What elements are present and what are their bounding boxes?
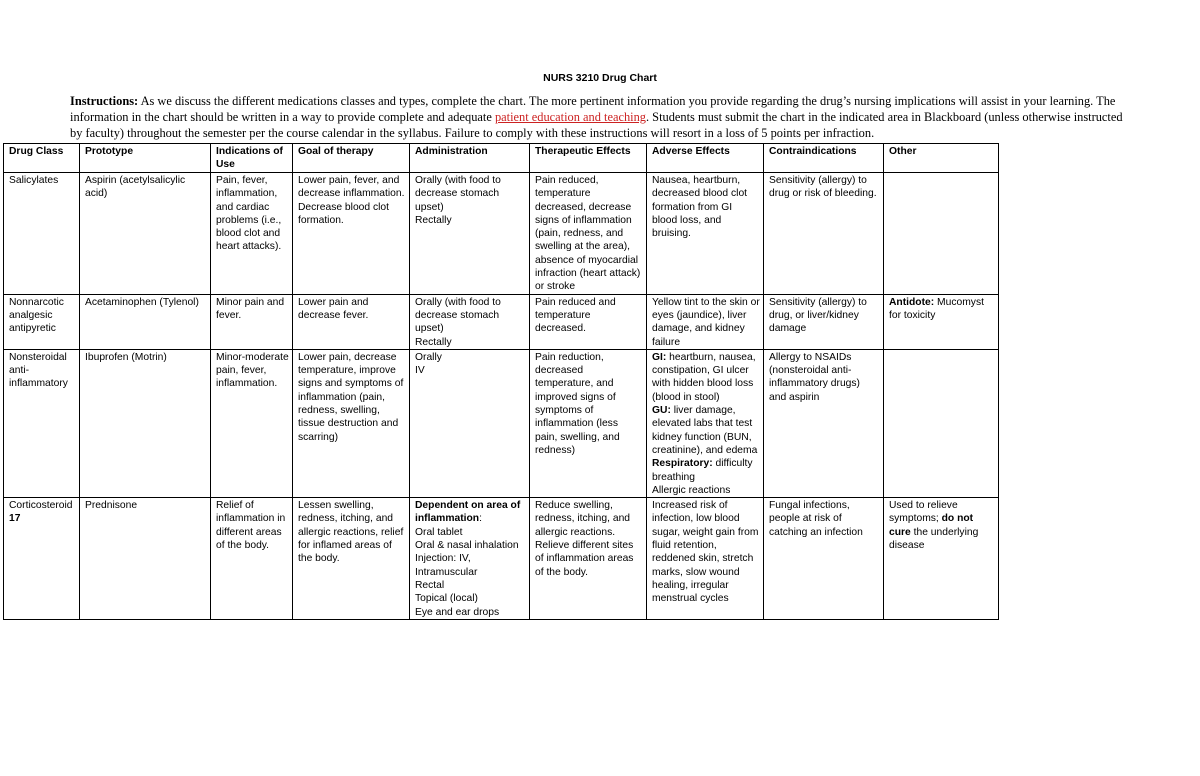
instructions-text-2: . Students must submit the chart in the indicated area in Blackboard (unless otherwise instructed by faculty) throughout the semester per the course calendar in the syllabus. Failure to comply with these instructions will resort in a loss of 5 points per infraction.	[70, 110, 1123, 140]
patient-education-link[interactable]: patient education and teaching	[494, 110, 646, 124]
cell-other	[884, 173, 999, 295]
header-drug-class: Drug Class	[4, 144, 80, 173]
administration-item: Rectally	[415, 336, 452, 348]
administration-item: Oral tablet	[415, 526, 463, 538]
adverse-respiratory	[652, 457, 760, 484]
adverse-allergic: Allergic reactions	[652, 484, 731, 496]
adverse-gi-label: GI:	[652, 351, 667, 363]
page-title: NURS 3210 Drug Chart	[543, 72, 657, 84]
cell-adverse-effects: Yellow tint to the skin or eyes (jaundice), liver damage, and kidney failure	[647, 294, 764, 349]
cell-other	[884, 349, 999, 497]
other-text-bold: do not cure	[889, 513, 974, 538]
cell-goal: Lower pain, fever, and decrease inflammation. Decrease blood clot formation.	[293, 173, 410, 295]
header-contraindications: Contraindications	[764, 144, 884, 173]
cell-adverse-effects: Increased risk of infection, low blood sugar, weight gain from fluid retention, reddened skin, stretch marks, slow wound healing, irregular menstrual cycles	[647, 498, 764, 620]
administration-item: Orally (with food to decrease stomach upset)	[415, 175, 501, 213]
administration-heading-colon: :	[479, 513, 482, 525]
adverse-gu-text: liver damage, elevated labs that test kidney function (BUN, creatinine), and edema	[652, 405, 758, 456]
cell-indications: Minor-moderate pain, fever, inflammation.	[211, 349, 293, 497]
adverse-gi-text: heartburn, nausea, constipation, GI ulcer with hidden blood loss (blood in stool)	[652, 351, 756, 403]
cell-administration	[410, 498, 530, 620]
cell-drug-class	[4, 498, 80, 620]
drug-chart-table	[3, 143, 999, 620]
cell-drug-class: Nonnarcotic analgesic antipyretic	[4, 294, 80, 349]
cell-adverse-effects: Nausea, heartburn, decreased blood clot formation from GI blood loss, and bruising.	[647, 173, 764, 295]
cell-therapeutic-effects: Reduce swelling, redness, itching, and allergic reactions. Relieve different sites of inflammation areas of the body.	[530, 498, 647, 620]
cell-adverse-effects	[647, 349, 764, 497]
other-text-post: the underlying disease	[889, 526, 979, 552]
cell-goal: Lessen swelling, redness, itching, and allergic reactions, relief for inflamed areas of the body.	[293, 498, 410, 620]
cell-drug-class: Salicylates	[4, 173, 80, 295]
instructions-paragraph	[70, 93, 1138, 141]
cell-goal: Lower pain, decrease temperature, improve signs and symptoms of inflammation (pain, redness, swelling, tissue destruction and scarring)	[293, 349, 410, 497]
administration-item: Orally	[415, 351, 442, 363]
cell-contraindications: Fungal infections, people at risk of catching an infection	[764, 498, 884, 620]
cell-prototype: Ibuprofen (Motrin)	[80, 349, 211, 497]
administration-item: Rectal	[415, 579, 445, 591]
cell-therapeutic-effects: Pain reduced, temperature decreased, decrease signs of inflammation (pain, redness, and swelling at the area), absence of myocardial infraction (heart attack) or stroke	[530, 173, 647, 295]
administration-heading-text: Dependent on area of inflammation	[415, 500, 521, 525]
cell-therapeutic-effects: Pain reduced and temperature decreased.	[530, 294, 647, 349]
cell-therapeutic-effects: Pain reduction, decreased temperature, and improved signs of symptoms of inflammation (less pain, swelling, and redness)	[530, 349, 647, 497]
administration-item: Eye and ear drops	[415, 606, 500, 618]
instructions-text-1: As we discuss the different medications classes and types, complete the chart. The more pertinent information you provide regarding the drug’s nursing implications will assist in your learning. The information in the chart should be written in a way to provide complete and adequate	[70, 94, 1116, 124]
cell-prototype: Prednisone	[80, 498, 211, 620]
header-other: Other	[884, 144, 999, 173]
drug-class-number: 17	[9, 513, 21, 525]
adverse-resp-text: difficulty breathing	[652, 458, 753, 483]
administration-item: Oral & nasal inhalation	[415, 540, 519, 552]
header-adverse-effects: Adverse Effects	[647, 144, 764, 173]
header-administration: Administration	[410, 144, 530, 173]
antidote-text: Mucomyst for toxicity	[889, 296, 984, 321]
cell-administration	[410, 349, 530, 497]
administration-heading	[415, 499, 526, 526]
adverse-gu-label: GU:	[652, 405, 671, 417]
adverse-gu	[652, 404, 760, 457]
cell-prototype: Acetaminophen (Tylenol)	[80, 294, 211, 349]
antidote-label: Antidote:	[889, 296, 935, 308]
table-row	[4, 173, 999, 295]
cell-administration	[410, 173, 530, 295]
header-indications: Indications of Use	[211, 144, 293, 173]
cell-contraindications: Allergy to NSAIDs (nonsteroidal anti-inflammatory drugs) and aspirin	[764, 349, 884, 497]
instructions-lead: Instructions:	[70, 94, 139, 108]
cell-administration	[410, 294, 530, 349]
cell-other	[884, 498, 999, 620]
table-row	[4, 498, 999, 620]
header-prototype: Prototype	[80, 144, 211, 173]
administration-item: IV	[415, 365, 425, 377]
drug-class-text: Corticosteroid	[9, 500, 73, 512]
table-header-row	[4, 144, 999, 173]
administration-item: Rectally	[415, 214, 452, 226]
cell-goal: Lower pain and decrease fever.	[293, 294, 410, 349]
cell-prototype: Aspirin (acetylsalicylic acid)	[80, 173, 211, 295]
cell-contraindications: Sensitivity (allergy) to drug or risk of bleeding.	[764, 173, 884, 295]
adverse-resp-label: Respiratory:	[652, 458, 713, 470]
cell-indications: Pain, fever, inflammation, and cardiac problems (i.e., blood clot and heart attacks).	[211, 173, 293, 295]
table-row	[4, 294, 999, 349]
administration-item: Injection: IV, Intramuscular	[415, 553, 478, 578]
cell-drug-class: Nonsteroidal anti-inflammatory	[4, 349, 80, 497]
header-goal: Goal of therapy	[293, 144, 410, 173]
administration-item: Topical (local)	[415, 593, 478, 605]
administration-item: Orally (with food to decrease stomach upset)	[415, 296, 501, 335]
table-row	[4, 349, 999, 497]
cell-contraindications: Sensitivity (allergy) to drug, or liver/kidney damage	[764, 294, 884, 349]
other-text-pre: Used to relieve symptoms;	[889, 500, 958, 525]
header-therapeutic-effects: Therapeutic Effects	[530, 144, 647, 173]
adverse-gi	[652, 351, 760, 404]
cell-indications: Minor pain and fever.	[211, 294, 293, 349]
cell-indications: Relief of inflammation in different areas of the body.	[211, 498, 293, 620]
cell-other	[884, 294, 999, 349]
